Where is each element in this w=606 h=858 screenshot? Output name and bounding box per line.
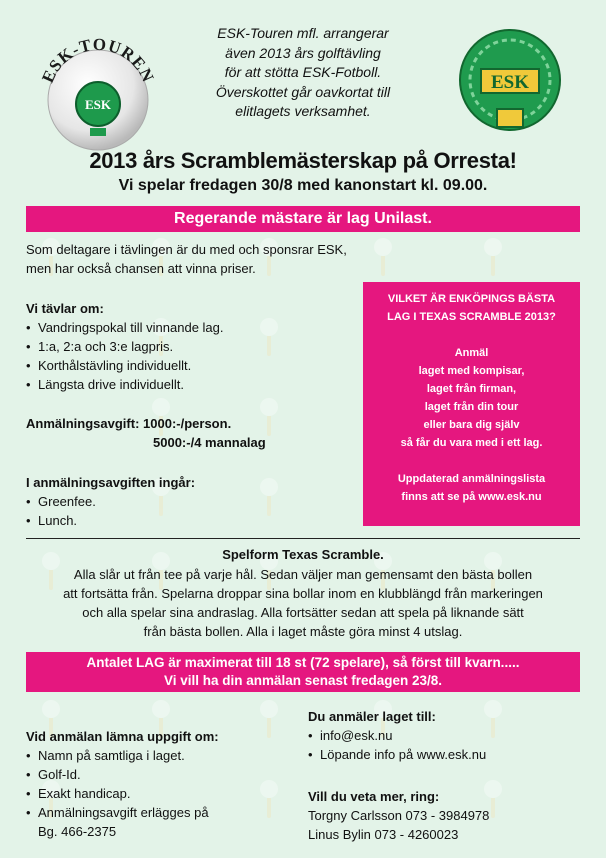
promo-line: laget från din tour	[424, 401, 519, 413]
promo-line: laget från firman,	[426, 383, 517, 395]
list-item: • Lunch.	[26, 511, 356, 530]
compete-heading: Vi tävlar om:	[26, 301, 104, 316]
logo-left-text: ESK-TOUREN	[38, 34, 158, 86]
promo-box	[363, 282, 580, 526]
fee-person: 1000:-/person.	[143, 416, 232, 431]
format-line: Alla slår ut från tee på varje hål. Sedan väljer man gemensamt den bästa bollen	[73, 567, 533, 582]
registration-info-heading: Vid anmälan lämna uppgift om:	[26, 729, 219, 744]
list-item: • Namn på samtliga i laget.	[26, 746, 296, 765]
contact-person: Torgny Carlsson 073 - 3984978	[308, 808, 490, 823]
list-item: • Greenfee.	[26, 492, 356, 511]
included-heading: I anmälningsavgiften ingår:	[26, 475, 196, 490]
format-description	[26, 565, 580, 641]
intro-line: Överskottet går oavkortat till	[215, 83, 391, 100]
contact-section	[308, 787, 588, 844]
golf-tee-icon	[482, 238, 504, 278]
contact-heading: Vill du veta mer, ring:	[308, 789, 440, 804]
list-item: • Vandringspokal till vinnande lag.	[26, 318, 356, 337]
contact-person: Linus Bylin 073 - 4260023	[308, 827, 459, 842]
logo-right-text: ESK	[490, 72, 530, 93]
list-item: • Exakt handicap.	[26, 784, 296, 803]
format-line: att fortsätta från. Spelarna droppar sina bollar inom en klubblängd från markeringen	[63, 586, 543, 601]
deadline-line: Antalet LAG är maximerat till 18 st (72 spelare), så först till kvarn.....	[86, 655, 520, 670]
page-subtitle: Vi spelar fredagen 30/8 med kanonstart kl. 09.00.	[118, 177, 488, 194]
esk-touren-logo	[30, 20, 165, 155]
section-divider	[26, 538, 580, 539]
register-to-section	[308, 707, 588, 764]
logo-left-inner: ESK	[84, 97, 112, 112]
format-line: och alla spelar sina andraslag. Alla fortsätter sedan att spela på liknande sätt	[82, 605, 524, 620]
intro-line: ESK-Touren mfl. arrangerar	[217, 25, 389, 41]
promo-heading: VILKET ÄR ENKÖPINGS BÄSTA	[387, 293, 556, 305]
esk-logo	[455, 25, 565, 140]
register-to-heading: Du anmäler laget till:	[308, 709, 436, 724]
promo-line: eller bara dig själv	[423, 419, 520, 431]
included-section	[26, 473, 356, 530]
included-list	[26, 492, 356, 530]
list-item: • 1:a, 2:a och 3:e lagpris.	[26, 337, 356, 356]
participants-line: Som deltagare i tävlingen är du med och sponsrar ESK,	[26, 242, 347, 257]
promo-line: så får du vara med i ett lag.	[400, 437, 543, 449]
intro-line: för att stötta ESK-Fotboll.	[224, 64, 382, 80]
list-item: • Korthålstävling individuellt.	[26, 356, 356, 375]
champion-banner: Regerande mästare är lag Unilast.	[26, 206, 580, 232]
register-to-list	[308, 726, 588, 764]
promo-heading: LAG I TEXAS SCRAMBLE 2013?	[387, 311, 556, 323]
intro-line: även 2013 års golftävling	[225, 44, 381, 61]
list-item: • Längsta drive individuellt.	[26, 375, 356, 394]
compete-section	[26, 299, 356, 394]
promo-line: laget med kompisar,	[418, 365, 525, 377]
fee-team: 5000:-/4 mannalag	[153, 435, 266, 450]
participants-line: men har också chansen att vinna priser.	[26, 261, 256, 276]
promo-footer: Uppdaterad anmälningslista	[397, 473, 546, 485]
list-item: • Anmälningsavgift erlägges på	[26, 803, 296, 822]
email-link[interactable]: • info@esk.nu	[308, 726, 588, 745]
registration-info-section	[26, 727, 296, 841]
promo-footer-link[interactable]: finns att se på www.esk.nu	[401, 491, 542, 503]
website-link[interactable]: • Löpande info på www.esk.nu	[308, 745, 588, 764]
deadline-line: Vi vill ha din anmälan senast fredagen 23/8.	[163, 673, 443, 688]
list-item: • Golf-Id.	[26, 765, 296, 784]
fee-section	[26, 414, 356, 452]
page-title: 2013 års Scramblemästerskap på Orresta!	[89, 148, 517, 173]
intro-text	[180, 24, 426, 122]
intro-line: elitlagets verksamhet.	[235, 103, 371, 119]
format-line: från bästa bollen. Alla i laget måste göra minst 4 utslag.	[143, 624, 463, 639]
registration-info-list	[26, 746, 296, 822]
deadline-banner	[26, 652, 580, 692]
fee-label: Anmälningsavgift:	[26, 416, 140, 431]
bank-giro-account: Bg. 466-2375	[38, 824, 117, 839]
golf-tee-icon	[372, 238, 394, 278]
compete-list	[26, 318, 356, 394]
format-heading: Spelform Texas Scramble.	[222, 547, 384, 562]
participants-text	[26, 240, 366, 278]
promo-line: Anmäl	[454, 347, 489, 359]
